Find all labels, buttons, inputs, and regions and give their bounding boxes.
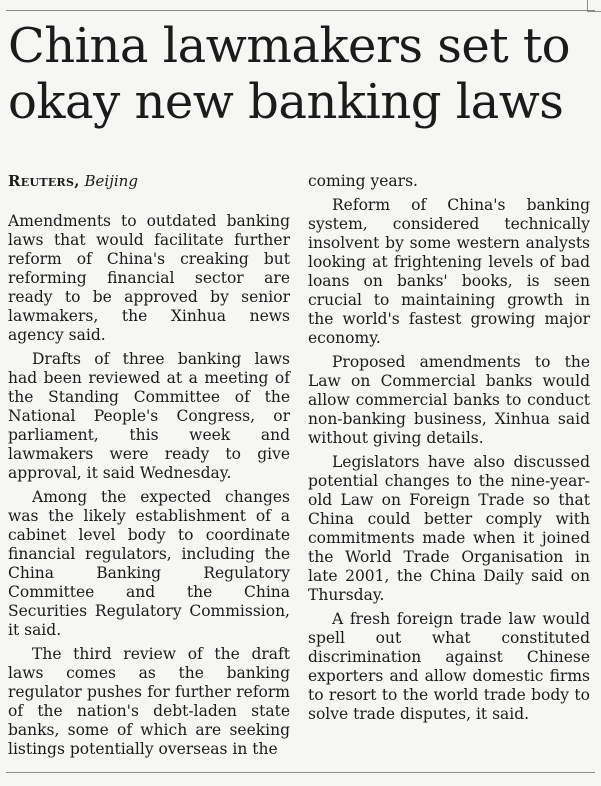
top-rule	[6, 10, 595, 11]
bottom-rule	[6, 772, 595, 773]
byline-place: Beijing	[84, 172, 138, 190]
paragraph: The third review of the draft laws comes as the banking regulator pushes for further reform of the nation's debt-laden state banks, some of which are seeking listings potentially overseas in the	[8, 645, 290, 758]
byline	[8, 172, 290, 191]
corner-mark	[587, 0, 601, 12]
paragraph: Reform of China's banking system, considered technically insolvent by some western analysts looking at frightening levels of bad loans on banks' books, is seen crucial to maintaining growth in the world's fastest growing major economy.	[308, 196, 590, 347]
headline: China lawmakers set to okay new banking laws	[8, 18, 571, 130]
column-left	[8, 172, 290, 764]
column-right	[308, 172, 590, 729]
paragraph: Among the expected changes was the likely establishment of a cabinet level body to coordinate financial regulators, including the China Banking Regulatory Committee and the China Securities Regulatory Commission, it said.	[8, 488, 290, 639]
paragraph: Proposed amendments to the Law on Commercial banks would allow commercial banks to conduct non-banking business, Xinhua said without giving details.	[308, 353, 590, 447]
paragraph: A fresh foreign trade law would spell out what constituted discrimination against Chinese exporters and allow domestic firms to resort to the world trade body to solve trade disputes, it said.	[308, 610, 590, 723]
paragraph-continued: coming years.	[308, 172, 418, 190]
paragraph: Drafts of three banking laws had been reviewed at a meeting of the Standing Committee of the National People's Congress, or parliament, this week and lawmakers were ready to give approval, it said Wednesday.	[8, 350, 290, 482]
paragraph: Legislators have also discussed potential changes to the nine-year-old Law on Foreign Trade so that China could better comply with commitments made when it joined the World Trade Organisation in late 2001, the China Daily said on Thursday.	[308, 453, 590, 604]
byline-agency: Reuters,	[8, 172, 80, 190]
paragraph: Amendments to outdated banking laws that would facilitate further reform of China's creaking but reforming financial sector are ready to be approved by senior lawmakers, the Xinhua news agency said.	[8, 212, 290, 344]
